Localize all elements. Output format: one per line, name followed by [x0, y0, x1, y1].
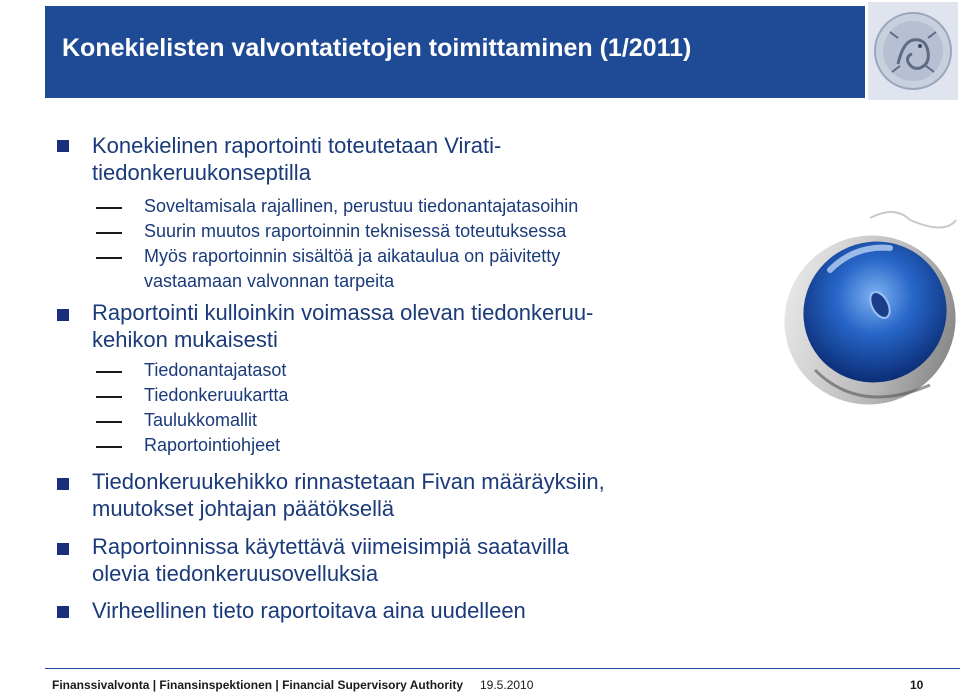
bullet-square-icon: [57, 478, 69, 490]
bullet-2: [92, 299, 692, 353]
bullet-5: [92, 597, 692, 624]
dash-icon: [96, 232, 122, 234]
dash-icon: [96, 421, 122, 423]
bullet-2-line2: kehikon mukaisesti: [92, 327, 278, 352]
bullet-square-icon: [57, 309, 69, 321]
bullet-3: [92, 468, 692, 522]
bullet-square-icon: [57, 606, 69, 618]
dash-icon: [96, 257, 122, 259]
sub-bullet: Tiedonkeruukartta: [144, 385, 289, 405]
bullet-5-line1: Virheellinen tieto raportoitava aina uudelleen: [92, 598, 526, 623]
dash-icon: [96, 371, 122, 373]
bullet-4: [92, 533, 692, 587]
bullet-3-line1: Tiedonkeruukehikko rinnastetaan Fivan määräyksiin,: [92, 469, 605, 494]
sub-bullet: Soveltamisala rajallinen, perustuu tiedonantajatasoihin: [144, 196, 579, 216]
bullet-square-icon: [57, 140, 69, 152]
bullet-3-line2: muutokset johtajan päätöksellä: [92, 496, 395, 521]
bullet-2-line1: Raportointi kulloinkin voimassa olevan tiedonkeruu-: [92, 300, 594, 325]
sub-bullet: Myös raportoinnin sisältöä ja aikataulua on päivitetty: [144, 246, 561, 266]
bullet-4-line1: Raportoinnissa käytettävä viimeisimpiä saatavilla: [92, 534, 569, 559]
dash-icon: [96, 207, 122, 209]
slide-title: Konekielisten valvontatietojen toimittaminen (1/2011): [62, 34, 692, 62]
bullet-1: [92, 132, 692, 186]
bullet-4-line2: olevia tiedonkeruusovelluksia: [92, 561, 379, 586]
sub-bullet-continued: vastaamaan valvonnan tarpeita: [144, 271, 395, 291]
sub-bullet: Taulukkomallit: [144, 410, 258, 430]
sub-bullet: Suurin muutos raportoinnin teknisessä toteutuksessa: [144, 221, 567, 241]
footer-organization: Finanssivalvonta | Finansinspektionen | Financial Supervisory Authority: [52, 678, 464, 692]
dash-icon: [96, 396, 122, 398]
page-number: 10: [910, 678, 924, 692]
sub-bullet: Tiedonantajatasot: [144, 360, 287, 380]
footer-date: 19.5.2010: [480, 678, 534, 692]
bullet-1-line1: Konekielinen raportointi toteutetaan Virati-: [92, 133, 502, 158]
footer-divider: [45, 668, 960, 669]
dash-icon: [96, 446, 122, 448]
bullet-square-icon: [57, 543, 69, 555]
bullet-1-line2: tiedonkeruukonseptilla: [92, 160, 311, 185]
computer-mouse-image: [760, 200, 960, 430]
sub-bullet: Raportointiohjeet: [144, 435, 281, 455]
